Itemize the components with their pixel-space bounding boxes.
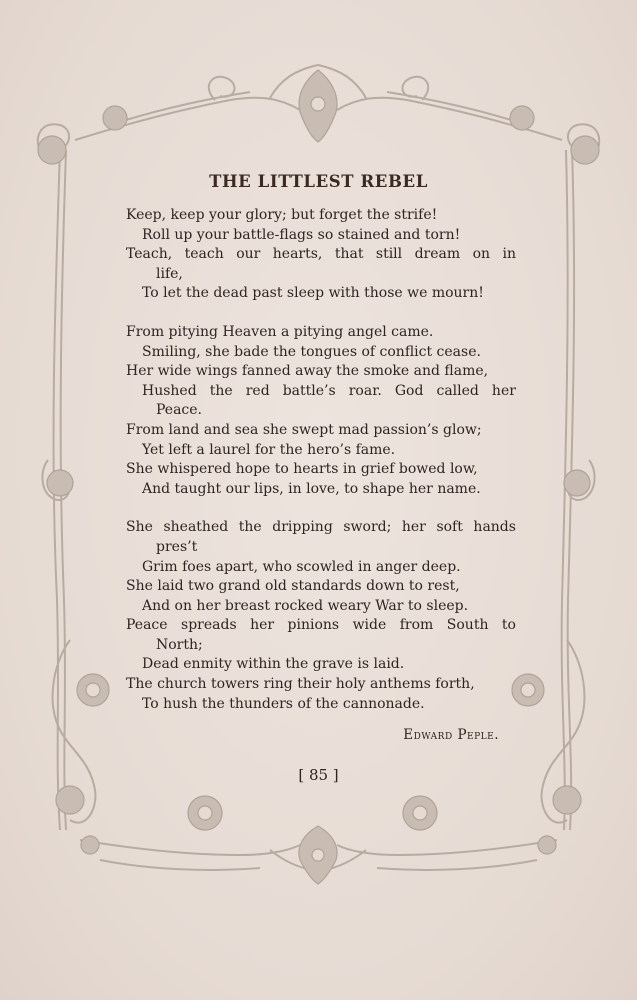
poem-line: Dead enmity within the grave is laid. xyxy=(142,656,405,673)
poem-line: Grim foes apart, who scowled in anger deep. xyxy=(142,558,461,575)
poem-title: THE LITTLEST REBEL xyxy=(209,172,428,191)
poem-line: pres’t xyxy=(156,538,198,555)
poem-line: She sheathed the dripping sword; her soft hands xyxy=(126,519,516,536)
poem-line: Her wide wings fanned away the smoke and flame, xyxy=(126,363,489,380)
poem-line: And taught our lips, in love, to shape her name. xyxy=(142,480,481,497)
poem-line: Teach, teach our hearts, that still dream on in xyxy=(126,246,516,263)
poem-line: Roll up your battle-flags so stained and torn! xyxy=(142,226,461,243)
poem-line: life, xyxy=(156,265,183,282)
poem-line: The church towers ring their holy anthems forth, xyxy=(126,676,475,693)
poem-line: She whispered hope to hearts in grief bowed low, xyxy=(126,461,478,478)
poem-line: From land and sea she swept mad passion’s glow; xyxy=(126,421,482,438)
poem-line: Peace. xyxy=(156,402,202,419)
poem-line: Yet left a laurel for the hero’s fame. xyxy=(142,441,396,458)
poem-line: To let the dead past sleep with those we mourn! xyxy=(142,285,484,302)
poem-line: Peace spreads her pinions wide from South to xyxy=(126,617,516,634)
page-number: [ 85 ] xyxy=(298,766,339,784)
poem-line: To hush the thunders of the cannonade. xyxy=(142,695,425,712)
poem-line: Hushed the red battle’s roar. God called her xyxy=(142,382,516,399)
author-signature: Edward Peple. xyxy=(403,727,499,743)
poem-body xyxy=(126,206,516,714)
poem-line: Smiling, she bade the tongues of conflict cease. xyxy=(142,343,481,360)
poem-line: North; xyxy=(156,636,203,653)
poem-line: From pitying Heaven a pitying angel came. xyxy=(126,323,434,340)
poem-line: She laid two grand old standards down to rest, xyxy=(126,578,460,595)
poem-line: Keep, keep your glory; but forget the strife! xyxy=(126,207,438,223)
poem-line: And on her breast rocked weary War to sleep. xyxy=(142,597,469,614)
